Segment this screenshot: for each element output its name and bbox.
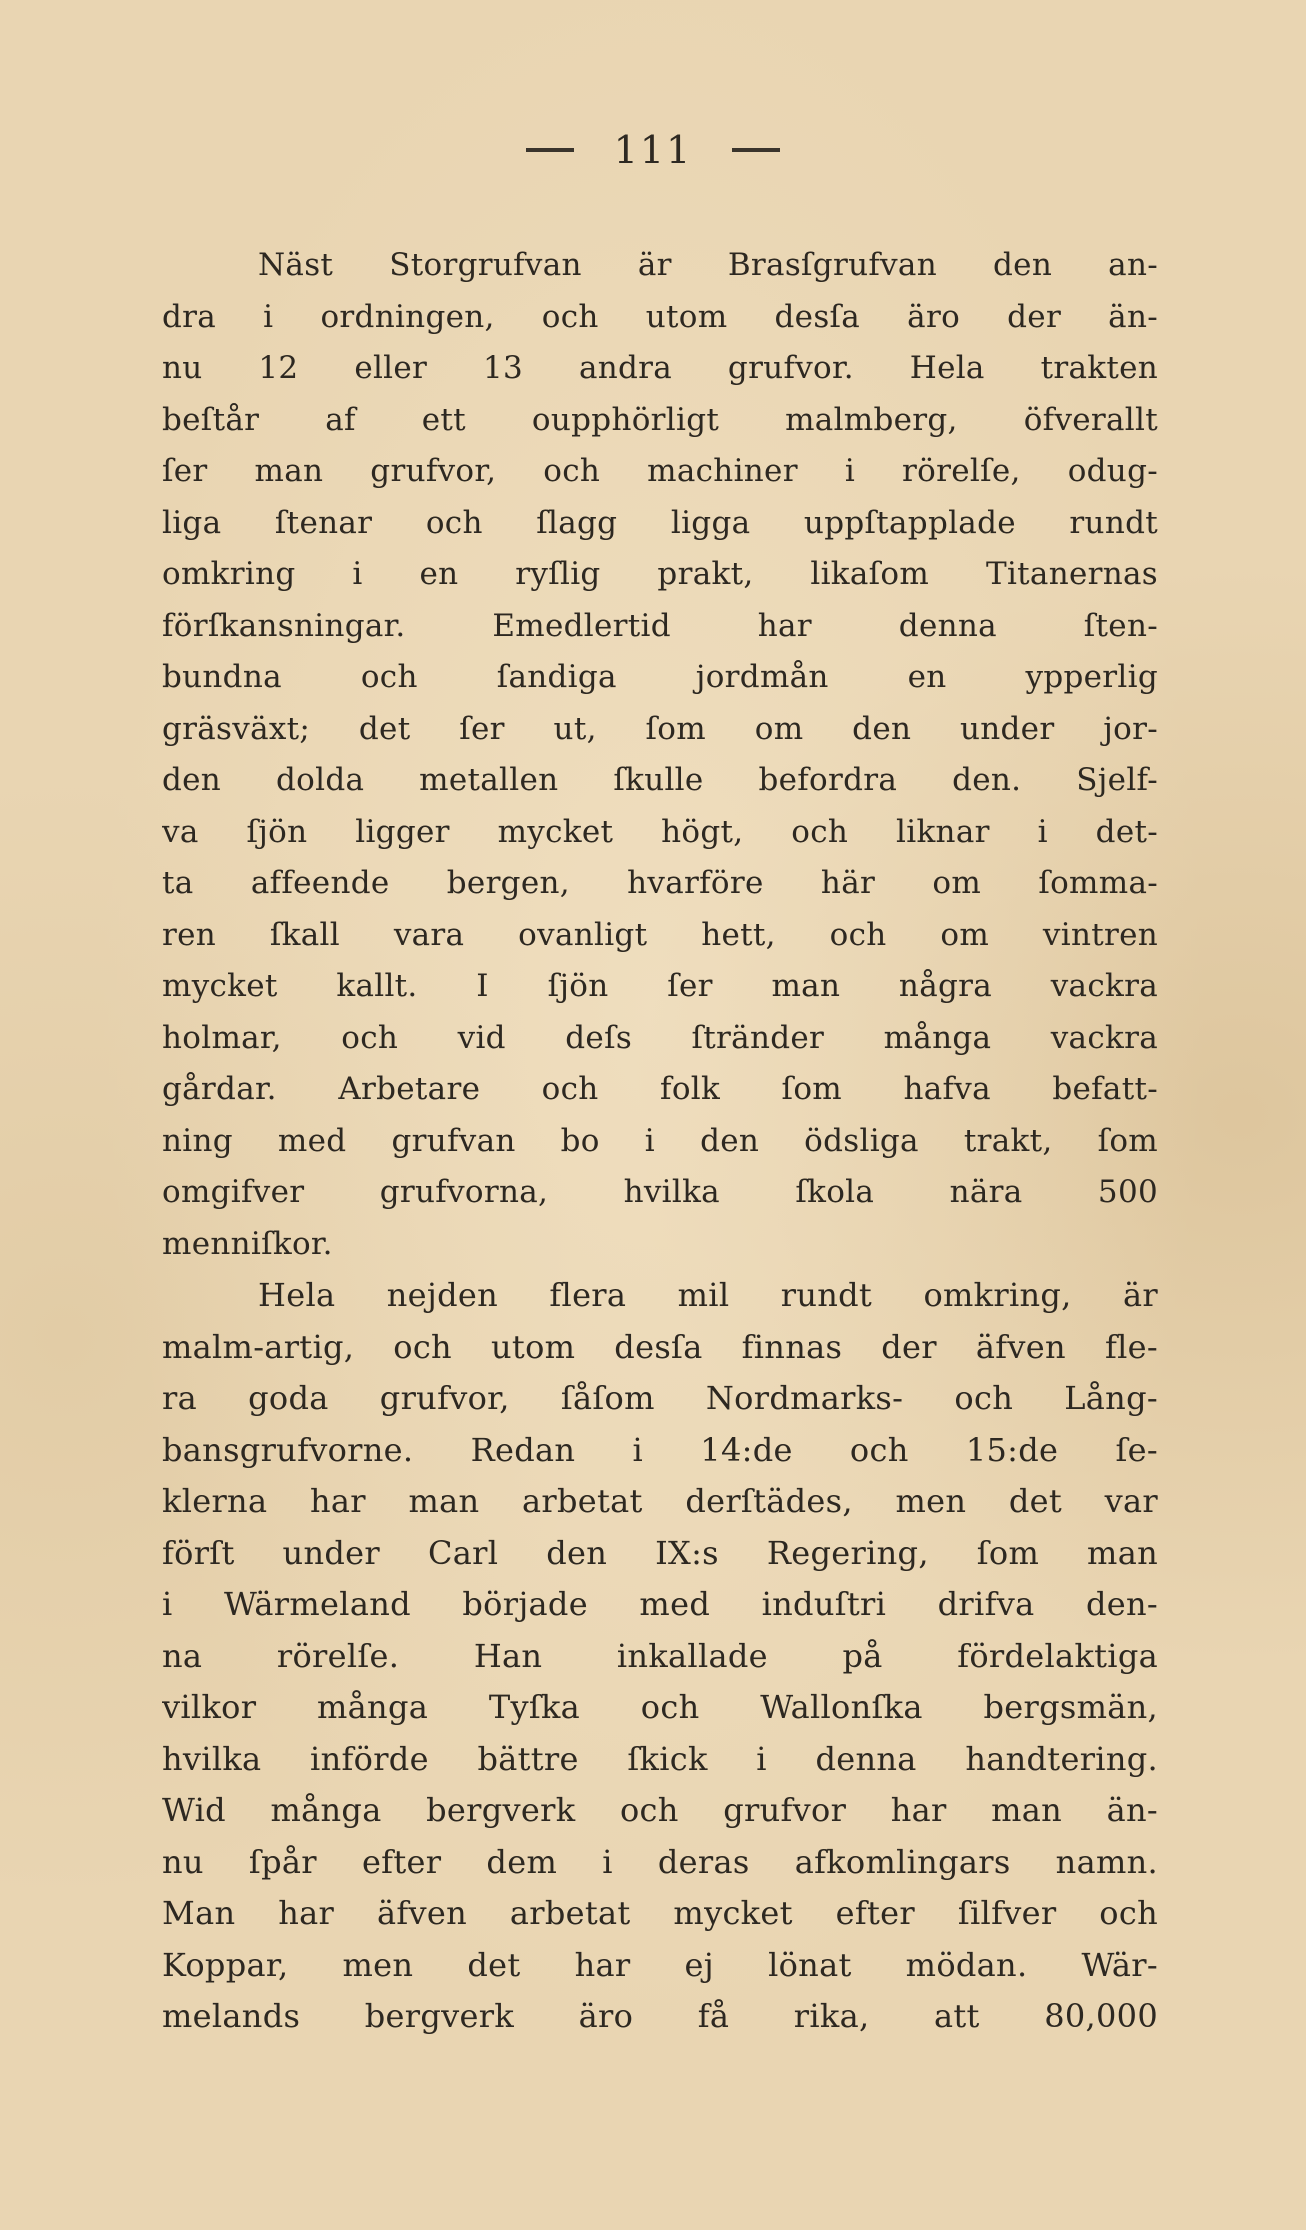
text-line: förſkansningar. Emedlertid har denna ſten- xyxy=(162,607,1158,644)
text-line: den dolda metallen ſkulle befordra den. Sjelf- xyxy=(162,762,1158,798)
text-line: Wid många bergverk och grufvor har man än- xyxy=(162,1791,1158,1829)
text-line: malm-artig, och utom desſa finnas der äfven fle- xyxy=(162,1327,1158,1366)
text-line: gräsväxt; det ſer ut, ſom om den under jor- xyxy=(162,710,1158,747)
text-line: gårdar. Arbetare och folk ſom hafva befatt- xyxy=(162,1071,1158,1107)
text-line: nu 12 eller 13 andra grufvor. Hela trakten xyxy=(162,350,1158,386)
text-line: melands bergverk äro få rika, att 80,000 xyxy=(162,1997,1158,2035)
text-line: holmar, och vid deſs ſtränder många vackra xyxy=(162,1019,1158,1056)
text-line: klerna har man arbetat derſtädes, men det var xyxy=(162,1482,1158,1520)
text-line: bansgrufvorne. Redan i 14:de och 15:de ſe- xyxy=(162,1430,1158,1469)
text-line: ſer man grufvor, och machiner i rörelſe, odug- xyxy=(162,453,1158,489)
text-line: i Wärmeland började med induſtri drifva den- xyxy=(162,1585,1158,1623)
text-line: ta affeende bergen, hvarföre här om ſomma- xyxy=(162,865,1158,901)
text-line: mycket kallt. I ſjön ſer man några vackra xyxy=(162,968,1158,1004)
text-line: Man har äfven arbetat mycket efter ſilfver och xyxy=(162,1894,1158,1932)
text-line: omkring i en ryſlig prakt, likaſom Titanernas xyxy=(162,556,1158,592)
page-header xyxy=(0,128,1306,172)
text-line: dra i ordningen, och utom desſa äro der än- xyxy=(162,298,1158,335)
page-number: 111 xyxy=(613,128,693,172)
text-line: nu ſpår efter dem i deras afkomlingars namn. xyxy=(162,1842,1158,1881)
text-line: ren ſkall vara ovanligt hett, och om vintren xyxy=(162,916,1158,953)
text-line: ning med grufvan bo i den ödsliga trakt, ſom xyxy=(162,1122,1158,1159)
text-line: vilkor många Tyſka och Wallonſka bergsmän, xyxy=(162,1688,1158,1726)
text-line: beſtår af ett oupphörligt malmberg, öfverallt xyxy=(162,401,1158,438)
paragraph-1 xyxy=(162,240,1158,1270)
header-right-dash xyxy=(732,148,780,152)
text-line: bundna och ſandiga jordmån en ypperlig xyxy=(162,659,1158,695)
text-line: förſt under Carl den IX:s Regering, ſom man xyxy=(162,1533,1158,1572)
paragraph-2 xyxy=(162,1270,1158,2043)
text-line: va ſjön ligger mycket högt, och liknar i det- xyxy=(162,813,1158,850)
text-line: Näst Storgrufvan är Brasſgrufvan den an- xyxy=(258,247,1158,283)
header-left-dash xyxy=(526,148,574,152)
text-line: liga ſtenar och ſlagg ligga uppſtapplade rundt xyxy=(162,504,1158,541)
text-line: omgifver grufvorna, hvilka ſkola nära 500 xyxy=(162,1174,1158,1210)
text-line: Koppar, men det har ej lönat mödan. Wär- xyxy=(162,1945,1158,1984)
text-line: ra goda grufvor, ſåſom Nordmarks- och Lång- xyxy=(162,1379,1158,1417)
text-line: hvilka införde bättre ſkick i denna handtering. xyxy=(162,1739,1158,1778)
text-line: na rörelſe. Han inkallade på fördelaktiga xyxy=(162,1636,1158,1675)
text-line: menniſkor. xyxy=(162,1225,333,1262)
text-line: Hela nejden flera mil rundt omkring, är xyxy=(258,1276,1158,1314)
